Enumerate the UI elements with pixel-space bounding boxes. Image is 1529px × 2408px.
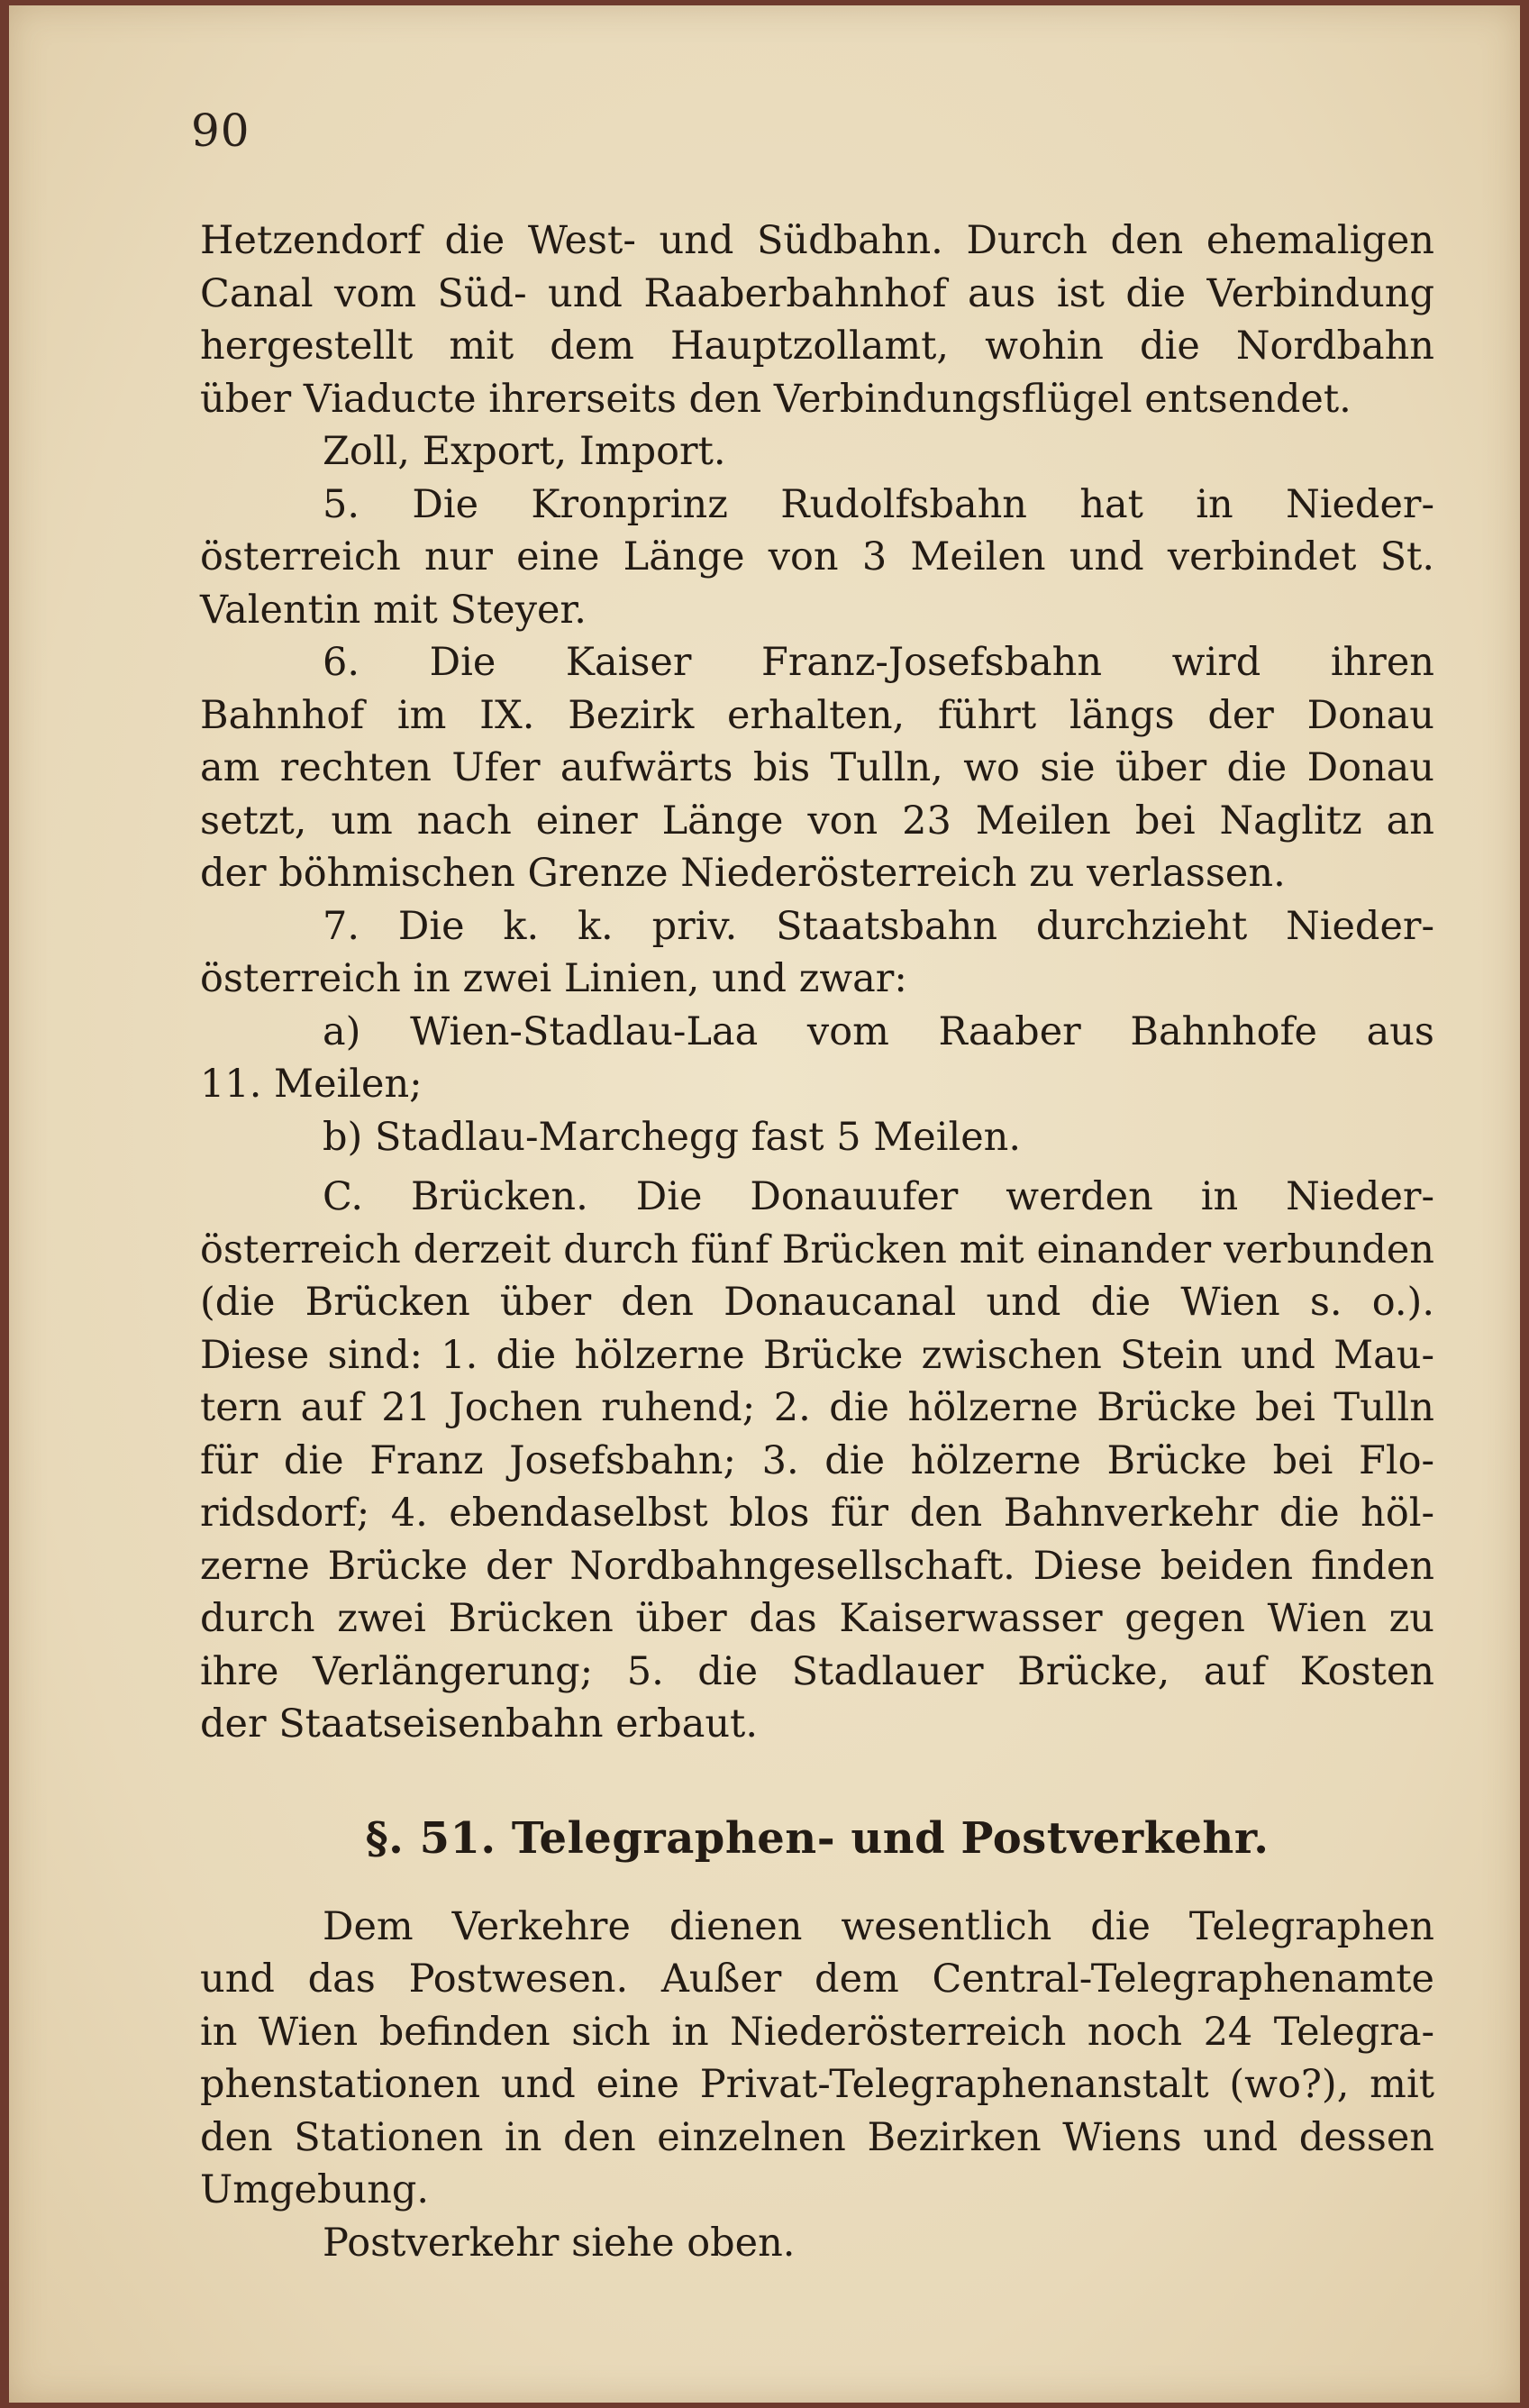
text-line: Zoll, Export, Import. (323, 429, 726, 474)
text-line: österreich nur eine Länge von 3 Meilen und verbindet St. (200, 534, 1434, 579)
text-line: und das Postwesen. Außer dem Central-Telegraphenamte (200, 1957, 1434, 2002)
text-line: tern auf 21 Jochen ruhend; 2. die hölzerne Brücke bei Tulln (200, 1385, 1434, 1430)
text-line: österreich in zwei Linien, und zwar: (200, 956, 907, 1001)
book-page (9, 5, 1520, 2403)
text-line: hergestellt mit dem Hauptzollamt, wohin die Nordbahn (200, 324, 1434, 369)
text-line: Canal vom Süd- und Raaberbahnhof aus ist die Verbindung (200, 270, 1434, 316)
section-spacer (200, 1751, 1434, 1807)
text-line: phenstationen und eine Privat-Telegraphenanstalt (wo?), mit (200, 2062, 1434, 2107)
text-line: der Staatseisenbahn erbaut. (200, 1701, 758, 1747)
text-line: 5. Die Kronprinz Rudolfsbahn hat in Nieder- (323, 481, 1434, 527)
text-line: Diese sind: 1. die hölzerne Brücke zwischen Stein und Mau- (200, 1332, 1434, 1378)
text-line: Bahnhof im IX. Bezirk erhalten, führt längs der Donau (200, 692, 1434, 738)
text-line: Postverkehr siehe oben. (323, 2220, 796, 2266)
text-line: in Wien befinden sich in Niederösterreich noch 24 Telegra- (200, 2009, 1434, 2055)
text-line: am rechten Ufer aufwärts bis Tulln, wo sie über die Donau (200, 745, 1434, 790)
text-line: über Viaducte ihrerseits den Verbindungsflügel entsendet. (200, 376, 1352, 422)
text-line: österreich derzeit durch fünf Brücken mit einander verbunden (200, 1227, 1434, 1272)
text-line: Valentin mit Steyer. (200, 587, 587, 633)
text-line: C. Brücken. Die Donauufer werden in Nieder- (323, 1174, 1434, 1219)
text-line: der böhmischen Grenze Niederösterreich zu verlassen. (200, 851, 1286, 896)
text-line: ihre Verlängerung; 5. die Stadlauer Brücke, auf Kosten (200, 1648, 1434, 1694)
text-line: Hetzendorf die West- und Südbahn. Durch den ehemaligen (200, 218, 1434, 263)
text-line: zerne Brücke der Nordbahngesellschaft. Diese beiden finden (200, 1543, 1434, 1589)
text-line: 6. Die Kaiser Franz-Josefsbahn wird ihren (323, 640, 1434, 685)
text-line: Umgebung. (200, 2167, 430, 2212)
text-line: setzt, um nach einer Länge von 23 Meilen bei Naglitz an (200, 798, 1434, 844)
section-spacer (200, 1870, 1434, 1901)
text-line: 7. Die k. k. priv. Staatsbahn durchzieht Nieder- (323, 903, 1434, 949)
text-line: ridsdorf; 4. ebendaselbst blos für den Bahnverkehr die höl- (200, 1491, 1434, 1536)
text-line: durch zwei Brücken über das Kaiserwasser gegen Wien zu (200, 1596, 1434, 1641)
text-line: 11. Meilen; (200, 1062, 423, 1107)
text-line: a) Wien-Stadlau-Laa vom Raaber Bahnhofe aus (323, 1008, 1434, 1054)
text-line: für die Franz Josefsbahn; 3. die hölzerne Brücke bei Flo- (200, 1437, 1434, 1483)
text-line: Dem Verkehre dienen wesentlich die Telegraphen (323, 1903, 1434, 1949)
text-line: b) Stadlau-Marchegg fast 5 Meilen. (323, 1114, 1022, 1160)
page-body (200, 214, 1434, 2269)
page-number: 90 (191, 105, 250, 157)
text-line: den Stationen in den einzelnen Bezirken Wiens und dessen (200, 2114, 1434, 2160)
section-heading: §. 51. Telegraphen- und Postverkehr. (365, 1812, 1270, 1864)
text-line: (die Brücken über den Donaucanal und die Wien s. o.). (200, 1280, 1434, 1325)
